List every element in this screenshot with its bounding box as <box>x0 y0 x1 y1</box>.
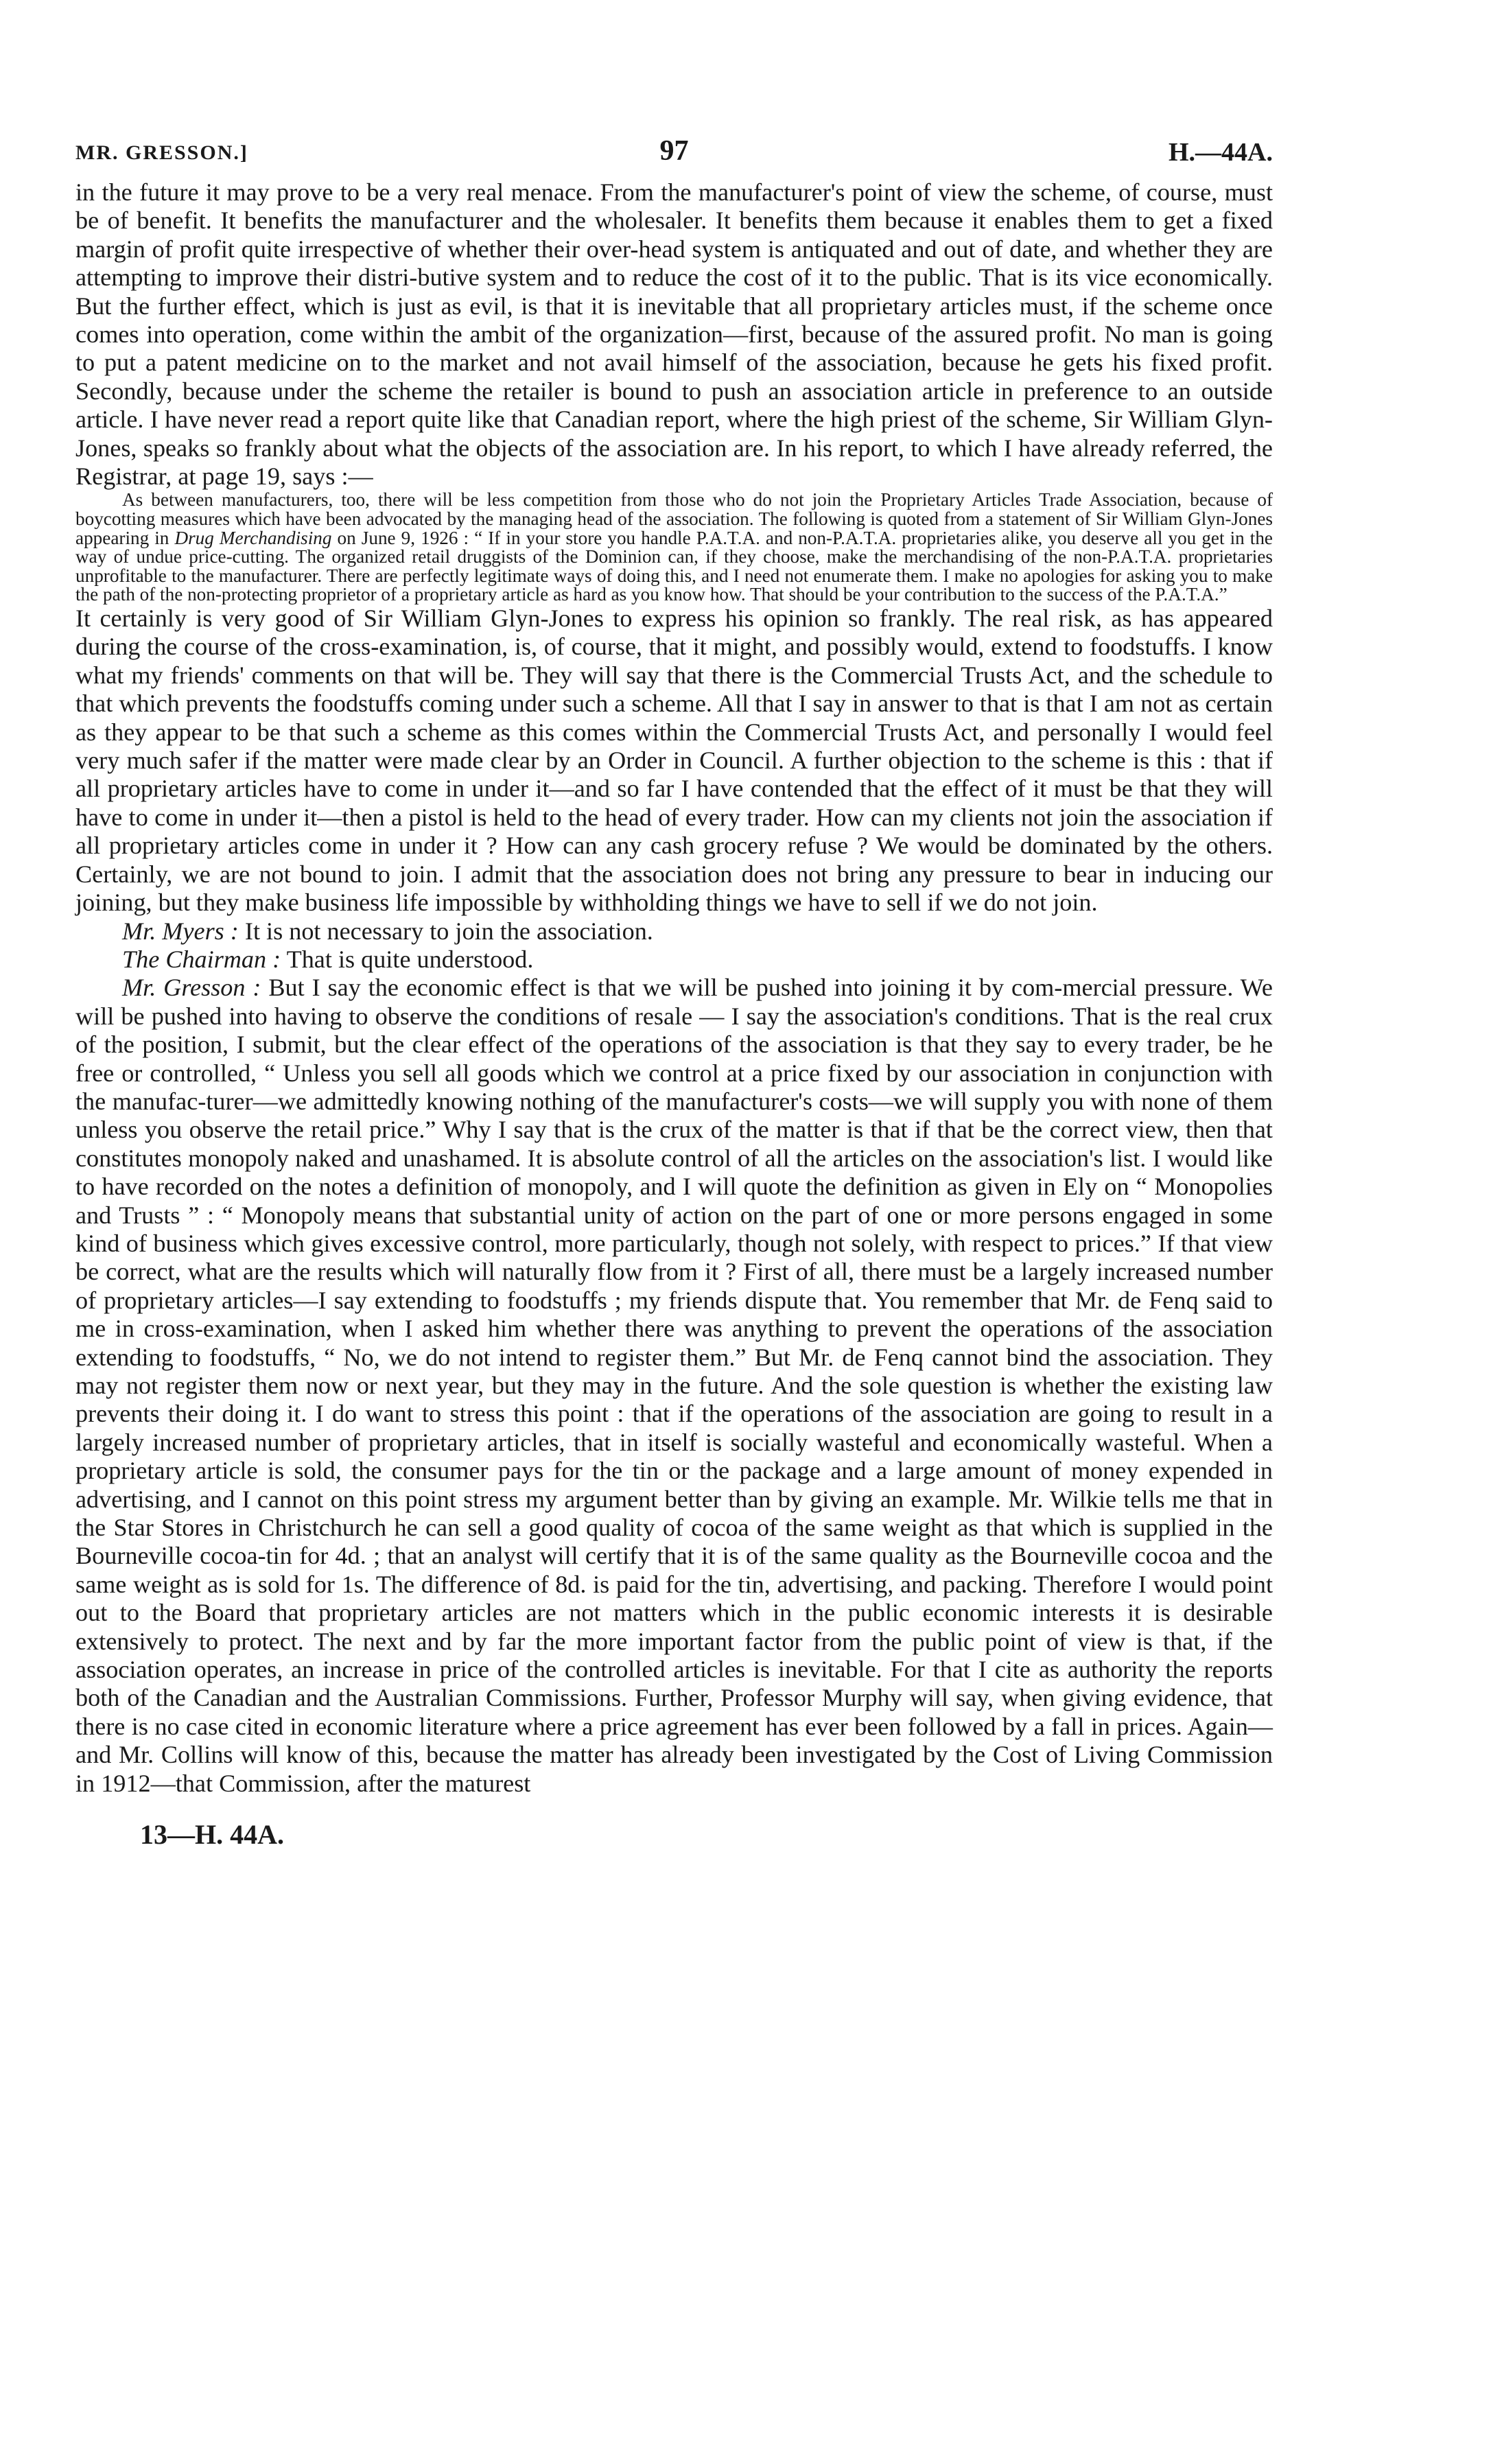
page-number: 97 <box>659 135 689 167</box>
paragraph: in the future it may prove to be a very real menace. From the manufacturer's point of view the scheme, of course, must be of benefit. It benefits the manufacturer and the wholesaler. It benefits them because it enables them to get a fixed margin of profit quite irrespective of whether their over-head system is antiquated and out of date, and whether they are attempting to improve their distri-butive system and to reduce the cost of it to the public. That is its vice economically. But the further effect, which is just as evil, is that it is inevitable that all proprietary articles must, if the scheme once comes into operation, come within the ambit of the organization—first, because of the assured profit. No man is going to put a patent medicine on to the market and not avail himself of the association, because he gets his fixed profit. Secondly, because under the scheme the retailer is bound to push an association article in preference to an outside article. I have never read a report quite like that Canadian report, where the high priest of the scheme, Sir William Glyn-Jones, speaks so frankly about what the objects of the association are. In his report, to which I have already referred, the Registrar, at page 19, says :— <box>75 178 1273 491</box>
speaker-text: But I say the economic effect is that we will be pushed into joining it by com-mercial pressure. We will be pushed into having to observe the conditions of resale — I say the association's conditions. That is the real crux of the position, I submit, but the clear effect of the operations of the association is that they say to every trader, be he free or controlled, “ Unless you sell all goods which we control at a price fixed by our association in conjunction with the manufac-turer—we admittedly knowing nothing of the manufacturer's costs—we will supply you with none of them unless you observe the retail price.” Why I say that is the crux of the matter is that if that be the correct view, then that constitutes monopoly naked and unashamed. It is absolute control of all the articles on the association's list. I would like to have recorded on the notes a definition of monopoly, and I will quote the definition as given in Ely on “ Monopolies and Trusts ” : “ Monopoly means that substantial unity of action on the part of one or more persons engaged in some kind of business which gives excessive control, more particularly, though not solely, with respect to prices.” If that view be correct, what are the results which will naturally flow from it ? First of all, there must be a largely increased number of proprietary articles—I say extending to foodstuffs ; my friends dispute that. You remember that Mr. de Fenq said to me in cross-examination, when I asked him whether there was anything to prevent the operations of the association extending to foodstuffs, “ No, we do not intend to register them.” But Mr. de Fenq cannot bind the association. They may not register them now or next year, but they may in the future. And the sole question is whether the existing law prevents their doing it. I do want to stress this point : that if the operations of the association are going to result in a largely increased number of proprietary articles, that in itself is socially wasteful and economically wasteful. When a proprietary article is sold, the consumer pays for the tin or the package and a large amount of money expended in advertising, and I cannot on this point stress my argument better than by giving an example. Mr. Wilkie tells me that in the Star Stores in Christchurch he can sell a good quality of cocoa of the same weight as that which is supplied in the Bourneville cocoa-tin for 4d. ; that an analyst will certify that it is of the same quality as the Bourneville cocoa and the same weight as is sold for 1s. The difference of 8d. is paid for the tin, advertising, and packing. Therefore I would point out to the Board that proprietary articles are not matters which in the public economic interests it is desirable extensively to protect. The next and by far the more important factor from the public point of view is that, if the association operates, an increase in price of the controlled articles is inevitable. For that I cite as authority the reports both of the Canadian and the Australian Commissions. Further, Professor Murphy will say, when giving evidence, that there is no case cited in economic literature where a price agreement has ever been followed by a fall in prices. Again—and Mr. Collins will know of this, because the matter has already been investigated by the Cost of Living Commission in 1912—that Commission, after the maturest <box>75 974 1273 1797</box>
speaker-text: That is quite understood. <box>281 945 534 973</box>
page-footer: 13—H. 44A. <box>140 1819 284 1851</box>
speaker-text: It is not necessary to join the association. <box>238 917 653 945</box>
document-reference: H.—44A. <box>1169 138 1273 167</box>
speaker-exchange <box>75 946 1273 974</box>
quote-publication: Drug Merchandising <box>174 527 332 548</box>
body-text <box>75 178 1273 1798</box>
quote-text-2: on June 9, 1926 : “ If in your store you handle P.A.T.A. and non-P.A.T.A. proprietaries alike, you deserve all you get in the way of undue price-cutting. The organized retail druggists of the Dominion can, if they choose, make the merchandising of the non-P.A.T.A. proprietaries unprofitable to the manufacturer. There are perfectly legitimate ways of doing this, and I need not enumerate them. I make no apologies for asking you to make the path of the non-protecting proprietor of a proprietary article as hard as you know how. That should be your contribution to the success of the P.A.T.A.” <box>75 527 1273 605</box>
document-page <box>75 130 1273 1851</box>
block-quote <box>75 491 1273 605</box>
paragraph: It certainly is very good of Sir William Glyn-Jones to express his opinion so frankly. The real risk, as has appeared during the course of the cross-examination, is, of course, that it might, and possibly would, extend to foodstuffs. I know what my friends' comments on that will be. They will say that there is the Commercial Trusts Act, and the schedule to that which prevents the foodstuffs coming under such a scheme. All that I say in answer to that is that I am not as certain as they appear to be that such a scheme as this comes within the Commercial Trusts Act, and personally I would feel very much safer if the matter were made clear by an Order in Council. A further objection to the scheme is this : that if all proprietary articles have to come in under it—and so far I have contended that the effect of it must be that they will have to come in under it—then a pistol is held to the head of every trader. How can my clients not join the association if all proprietary articles come in under it ? How can any cash grocery refuse ? We would be dominated by the others. Certainly, we are not bound to join. I admit that the association does not bring any pressure to bear in inducing our joining, but they make business life impossible by withholding things we have to sell if we do not join. <box>75 605 1273 917</box>
speaker-name: The Chairman : <box>122 945 281 973</box>
quote-text-1: As between manufacturers, too, there will be less competition from those who do not join the Proprietary Articles Trade Association, because of boycotting measures which have been advocated by the managing head of the association. The following is quoted from a statement of Sir William Glyn-Jones appearing in <box>75 489 1273 548</box>
speaker-exchange <box>75 917 1273 946</box>
speaker-name: Mr. Gresson : <box>122 974 261 1002</box>
speaker-name: Mr. Myers : <box>122 917 239 945</box>
header-speaker-label: MR. GRESSON.] <box>75 141 248 164</box>
page-header <box>75 130 1273 178</box>
speaker-exchange <box>75 974 1273 1798</box>
